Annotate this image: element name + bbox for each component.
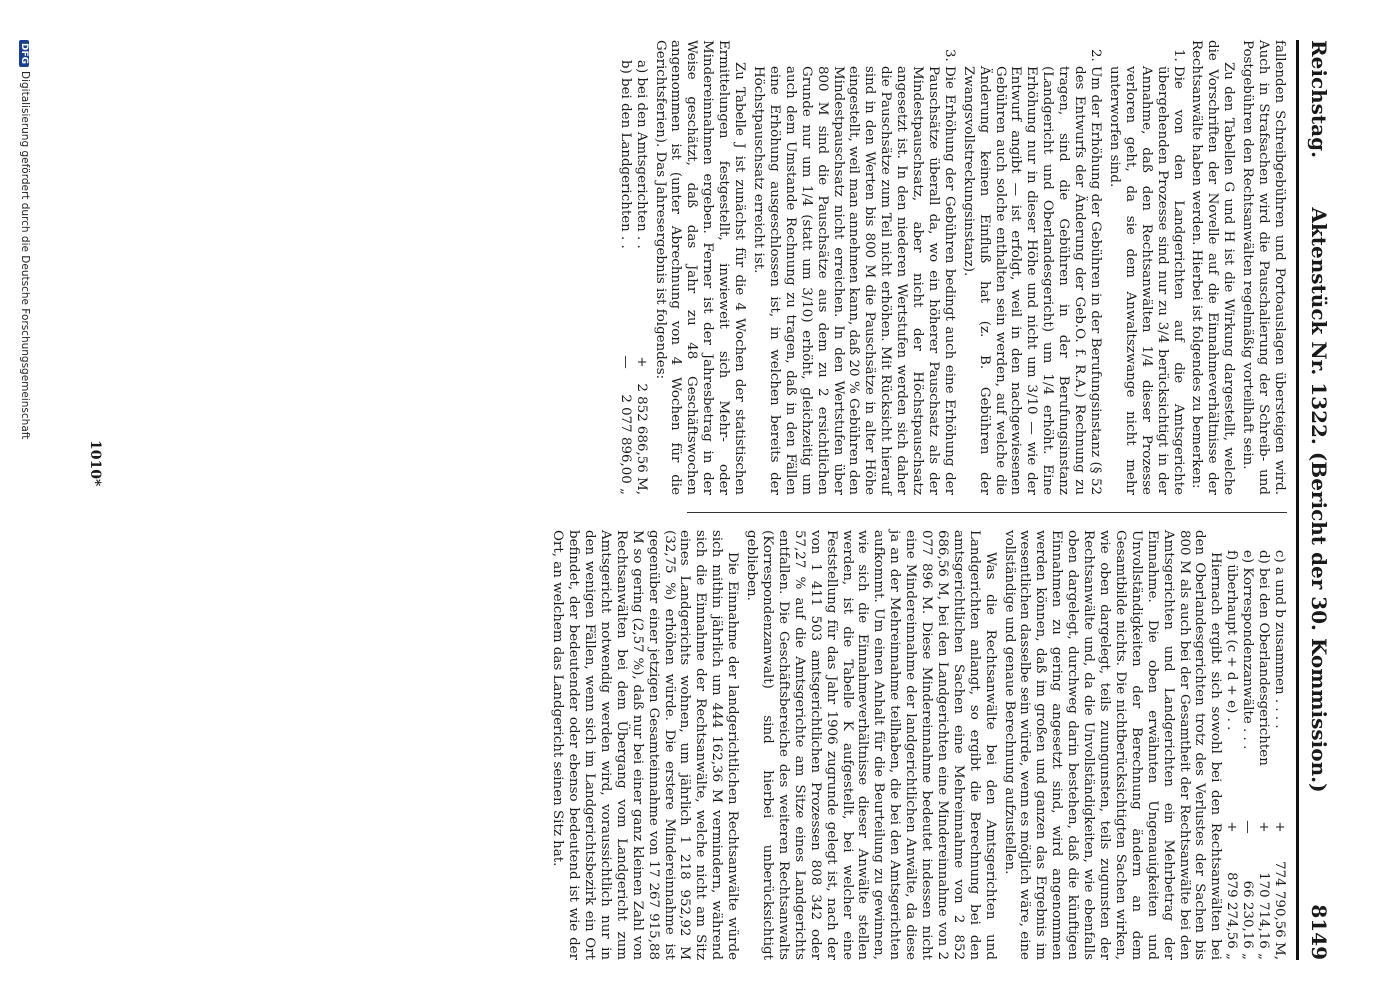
header-left: Reichstag. bbox=[1307, 40, 1331, 159]
result-row bbox=[1255, 530, 1271, 960]
result-amount: 2 077 896,00 „ bbox=[617, 394, 633, 495]
paragraph: Hiernach ergibt sich sowohl bei den Rechtsanwälten bei den Oberlandesgerichten trotz des Verlustes der Sachen bis 800 M als auch bei der Gesamtheit der Rechtsanwälte bei den Amtsgerichten und Landgerichten ein Mehrbetrag der Einnahme. Die oben erwähnten Ungenauigkeiten und Unvollständigkeiten der Berechnung ändern an dem Gesamtbilde nichts. Die nichtberücksichtigten Sachen wirken, wie oben dargelegt, teils zuungunsten, teils zugunsten der Rechtsanwälte und, da die Unvollständigkeiten, wie ebenfalls oben dargelegt, durchweg darin bestehen, daß die künftigen Einnahmen zu gering angesetzt sind, wird angenommen werden können, daß im großen und ganzen das Ergebnis im wesentlichen dasselbe sein würde, wenn es möglich wäre, eine vollständige und genaue Berechnung aufzustellen. bbox=[1001, 530, 1224, 960]
result-label: b) bei den Landgerichten . . bbox=[617, 60, 633, 249]
result-sign: + bbox=[1224, 821, 1240, 833]
result-amount: 774 790,56 M, bbox=[1272, 861, 1287, 960]
page-reference: 1010* bbox=[87, 440, 103, 487]
list-item: 3. Die Erhöhung der Gebühren bedingt auch eine Erhöhung der Pauschsätze überall da, wo ein höherer Pauschsatz als der Mindestpauschsatz, aber nicht der Höchstpauschsatz angesetzt ist. In den niederen Wertstufen werden sich daher die Pauschsätze zum Teil nicht erhöhen. Mit Rücksicht hierauf sind in den Werten bis 800 M die Pauschsätze in alter Höhe eingestellt, weil man annehmen kann, daß 20 % Gebühren den Mindestpauschsatz nicht erreichen. In den Wertstufen über 800 M sind die Pauschsätze aus dem zu 2 ersichtlichen Grunde nur um 1/4 (statt um 3/10) erhöht, gleichzeitig um auch dem Umstande Rechnung zu tragen, daß in den Fällen eine Erhöhung ausgeschlossen ist, in welchen bereits der Höchstpauschsatz erreicht ist. bbox=[750, 66, 957, 495]
result-label: f) überhaupt (c + d + e) . . bbox=[1224, 550, 1240, 731]
result-label: e) Korrespondenzanwälte . . . bbox=[1240, 550, 1256, 750]
result-label: a) bei den Amtsgerichten . . bbox=[633, 60, 649, 249]
result-amount: 170 714,16 „ bbox=[1256, 872, 1272, 960]
dfg-logo: DFG bbox=[19, 40, 29, 67]
result-row bbox=[1223, 530, 1239, 960]
result-sign: — bbox=[1240, 820, 1256, 834]
result-amount: 66 230,16 „ bbox=[1240, 880, 1256, 960]
paragraph: Zu Tabelle J ist zunächst für die 4 Wochen der statistischen Ermittelungen festgestellt, inwieweit sich Mehr- oder Mindereinnahmen ergeben. Ferner ist der Jahresbetrag in der Weise geschätzt, daß das Jahr zu 48 Geschäftswochen angenommen ist (unter Abrechnung von 4 Wochen für die Gerichtsferien). Das Jahresergebnis ist folgendes: bbox=[652, 40, 748, 495]
result-sign: — bbox=[617, 355, 633, 369]
credit-text: Digitalisierung gefördert durch die Deutsche Forschungsgemeinschaft bbox=[19, 71, 31, 440]
header-page-number: 8149 bbox=[1307, 904, 1331, 960]
list-item: 1. Die von den Landgerichten auf die Amtsgerichte übergehenden Prozesse sind nur zu 3/4 berücksichtigt in der Annahme, daß den Rechtsanwälten 1/4 dieser Prozesse verloren geht, da sie dem Anwaltszwange nicht mehr unterworfen sind. bbox=[1106, 66, 1186, 495]
page-header bbox=[1296, 40, 1333, 960]
paragraph: Was die Rechtsanwälte bei den Amtsgerichten und Landgerichten anlangt, so ergibt die Berechnung bei den amtsgerichtlichen Sachen eine Mehreinnahme von 2 852 686,56 M, bei den Landgerichten eine Mindereinnahme von 2 077 896 M. Diese Mindereinnahme bedeutet indessen nicht eine Mindereinnahme der landgerichtlichen Anwälte, da diese ja an der Mehreinnahme teilhaben, die bei den Amtsgerichten aufkommt. Um einen Anhalt für die Beurteilung zu gewinnen, wie sich die Einnahmeverhältnisse dieser Anwälte stellen werden, ist die Tabelle K aufgestellt, bei welcher eine Feststellung für das Jahr 1906 zugrunde gelegt ist, nach der von 1 411 503 amtsgerichtlichen Prozessen 808 342 oder 57,27 % auf die Amtsgerichte am Sitze eines Landgerichts entfallen. Die Geschäftsbereiche des weiteren Rechtsanwalts (Korrespondenzanwalt) sind hierbei unberücksichtigt geblieben. bbox=[744, 530, 998, 960]
result-row bbox=[1271, 530, 1287, 960]
paragraph: fallenden Schreibgebühren und Portoauslagen übersteigen wird. Auch in Strafsachen wird die Pauschalierung der Schreib- und Postgebühren den Rechtsanwälten regelmäßig vorteilhaft sein. bbox=[1240, 40, 1287, 495]
digitization-credit bbox=[19, 40, 31, 439]
result-sign: + bbox=[1256, 821, 1272, 833]
result-sign: + bbox=[1272, 821, 1287, 833]
left-column bbox=[130, 40, 1287, 495]
result-row bbox=[633, 40, 649, 495]
paragraph: Zu den Tabellen G und H ist die Wirkung dargestellt, welche die Vorschriften der Novelle auf die Einnahmeverhältnisse der Rechtsanwälte haben werden. Hierbei ist folgendes zu bemerken: bbox=[1189, 40, 1237, 495]
header-title: Aktenstück Nr. 1322. (Bericht der 30. Kommission.) bbox=[1307, 207, 1331, 793]
result-label: d) bei den Oberlandesgerichten bbox=[1256, 550, 1272, 766]
result-row bbox=[617, 40, 633, 495]
remarks-list bbox=[750, 40, 1185, 495]
column-divider bbox=[687, 512, 1287, 513]
right-column bbox=[130, 530, 1287, 960]
result-label: c) a und b zusammen . . . . bbox=[1272, 550, 1287, 729]
paragraph: Die Einnahme der landgerichtlichen Rechtsanwälte würde sich mithin jährlich um 444 162,36 M vermindern, während sich die Einnahme der Rechtsanwälte, welche nicht am Sitz eines Landgerichts wohnen, um jährlich 1 218 952,92 M (32,75 %) erhöhen würde. Die erstere Mindereinnahme ist gegenüber einer jetzigen Gesamteinnahme von 17 267 915,88 M so gering (2,57 %), daß nur bei einer ganz kleinen Zahl von Rechtsanwälten bei dem Übergang vom Landgericht zum Amtsgericht notwendig werden wird, voraussichtlich nur in den wenigen Fällen, wenn sich im Landgerichtsbezirk ein Ort befindet, der bedeutender oder ebenso bedeutend ist wie der Ort, an welchem das Landgericht seinen Sitz hat. bbox=[550, 530, 741, 960]
result-row bbox=[1239, 530, 1255, 960]
result-amount: 879 274,56 „ bbox=[1224, 872, 1240, 960]
result-sign: + bbox=[633, 356, 649, 368]
list-item: 2. Um der Erhöhung der Gebühren in der Berufungsinstanz (§ 52 des Entwurfs der Änderung der Geb.O. f. R.A.) Rechnung zu tragen, sind die Gebühren in der Berufungsinstanz (Landgericht und Oberlandesgericht) um 1/4 erhöht. Eine Erhöhung nur in dieser Höhe und nicht um 3/10 — wie der Entwurf angibt — ist erfolgt, weil in den nachgewiesenen Gebühren auch solche enthalten sein werden, auf welche die Änderung keinen Einfluß hat (z. B. Gebühren der Zwangsvollstreckungsinstanz). bbox=[960, 66, 1103, 495]
result-amount: 2 852 686,56 M, bbox=[633, 383, 649, 495]
